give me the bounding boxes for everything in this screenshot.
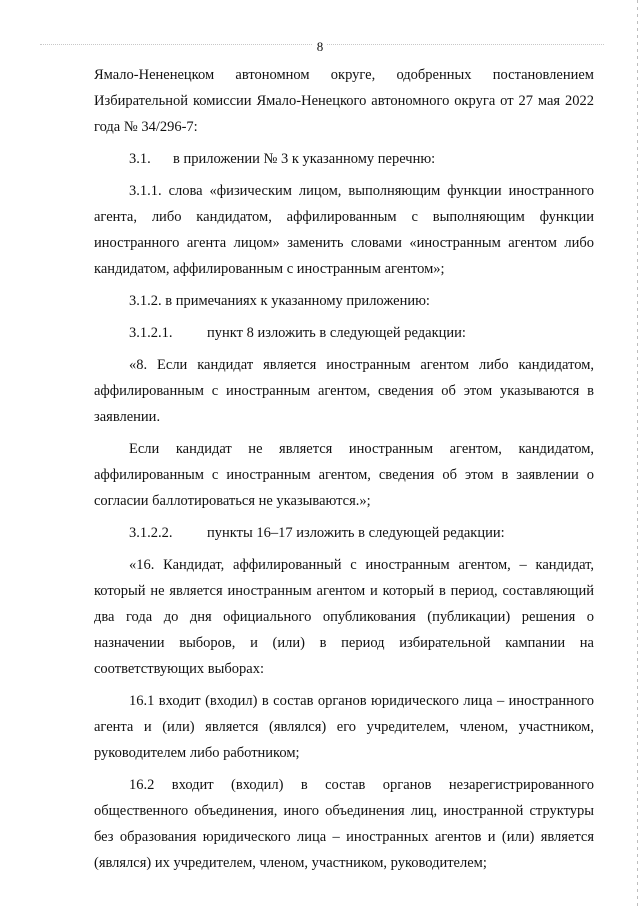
item-text-3-1: в приложении № 3 к указанному перечню: (173, 151, 436, 167)
paragraph-3-1-2: 3.1.2. в примечаниях к указанному приложению: (129, 293, 430, 309)
item-number-3-1-2-2: 3.1.2.2. (129, 525, 173, 541)
quoted-paragraph-8: «8. Если кандидат является иностранным агентом либо кандидатом, аффилированным с иностранным агентом, сведения об этом указываются в заявлении. (94, 357, 594, 425)
document-body (94, 62, 594, 876)
paragraph-16-1: 16.1 входит (входил) в состав органов юридического лица – иностранного агента и (или) является (являлся) его учредителем, членом, участником, руководителем либо работником; (94, 693, 594, 761)
quoted-paragraph-8-continued: Если кандидат не является иностранным агентом, кандидатом, аффилированным с иностранным агентом, сведения об этом в заявлении о согласии баллотироваться не указываются.»; (94, 441, 594, 509)
paragraph-3-1 (94, 146, 594, 172)
item-text-3-1-2-2: пункты 16–17 изложить в следующей редакции: (207, 525, 505, 541)
paragraph-3-1-2-1 (94, 320, 594, 346)
quoted-paragraph-16: «16. Кандидат, аффилированный с иностранным агентом, – кандидат, который не является иностранным агентом и который в период, составляющий два года до дня официального опубликования (публикации) решения о назначении выборов, и (или) в период избирательной кампании на соответствующих выборах: (94, 557, 594, 677)
paragraph-continuation: Ямало-Нененецком автономном округе, одобренных постановлением Избирательной комиссии Ямало-Ненецкого автономного округа от 27 мая 2022 года № 34/296-7: (94, 67, 594, 135)
scan-edge-artifact (637, 0, 638, 906)
item-number-3-1: 3.1. (129, 151, 151, 167)
paragraph-3-1-2-2 (94, 520, 594, 546)
page-number-text: 8 (313, 39, 328, 54)
paragraph-16-2: 16.2 входит (входил) в состав органов незарегистрированного общественного объединения, иного объединения лиц, иностранной структуры без образования юридического лица – иностранных агентов и (или) является (являлся) их учредителем, членом, участником, руководителем; (94, 777, 594, 871)
page-number (0, 40, 640, 54)
item-number-3-1-2-1: 3.1.2.1. (129, 325, 173, 341)
paragraph-3-1-1: 3.1.1. слова «физическим лицом, выполняющим функции иностранного агента, либо кандидатом, аффилированным с выполняющим функции иностранного агента лицом» заменить словами «иностранным агентом либо кандидатом, аффилированным с иностранным агентом»; (94, 183, 594, 277)
item-text-3-1-2-1: пункт 8 изложить в следующей редакции: (207, 325, 466, 341)
